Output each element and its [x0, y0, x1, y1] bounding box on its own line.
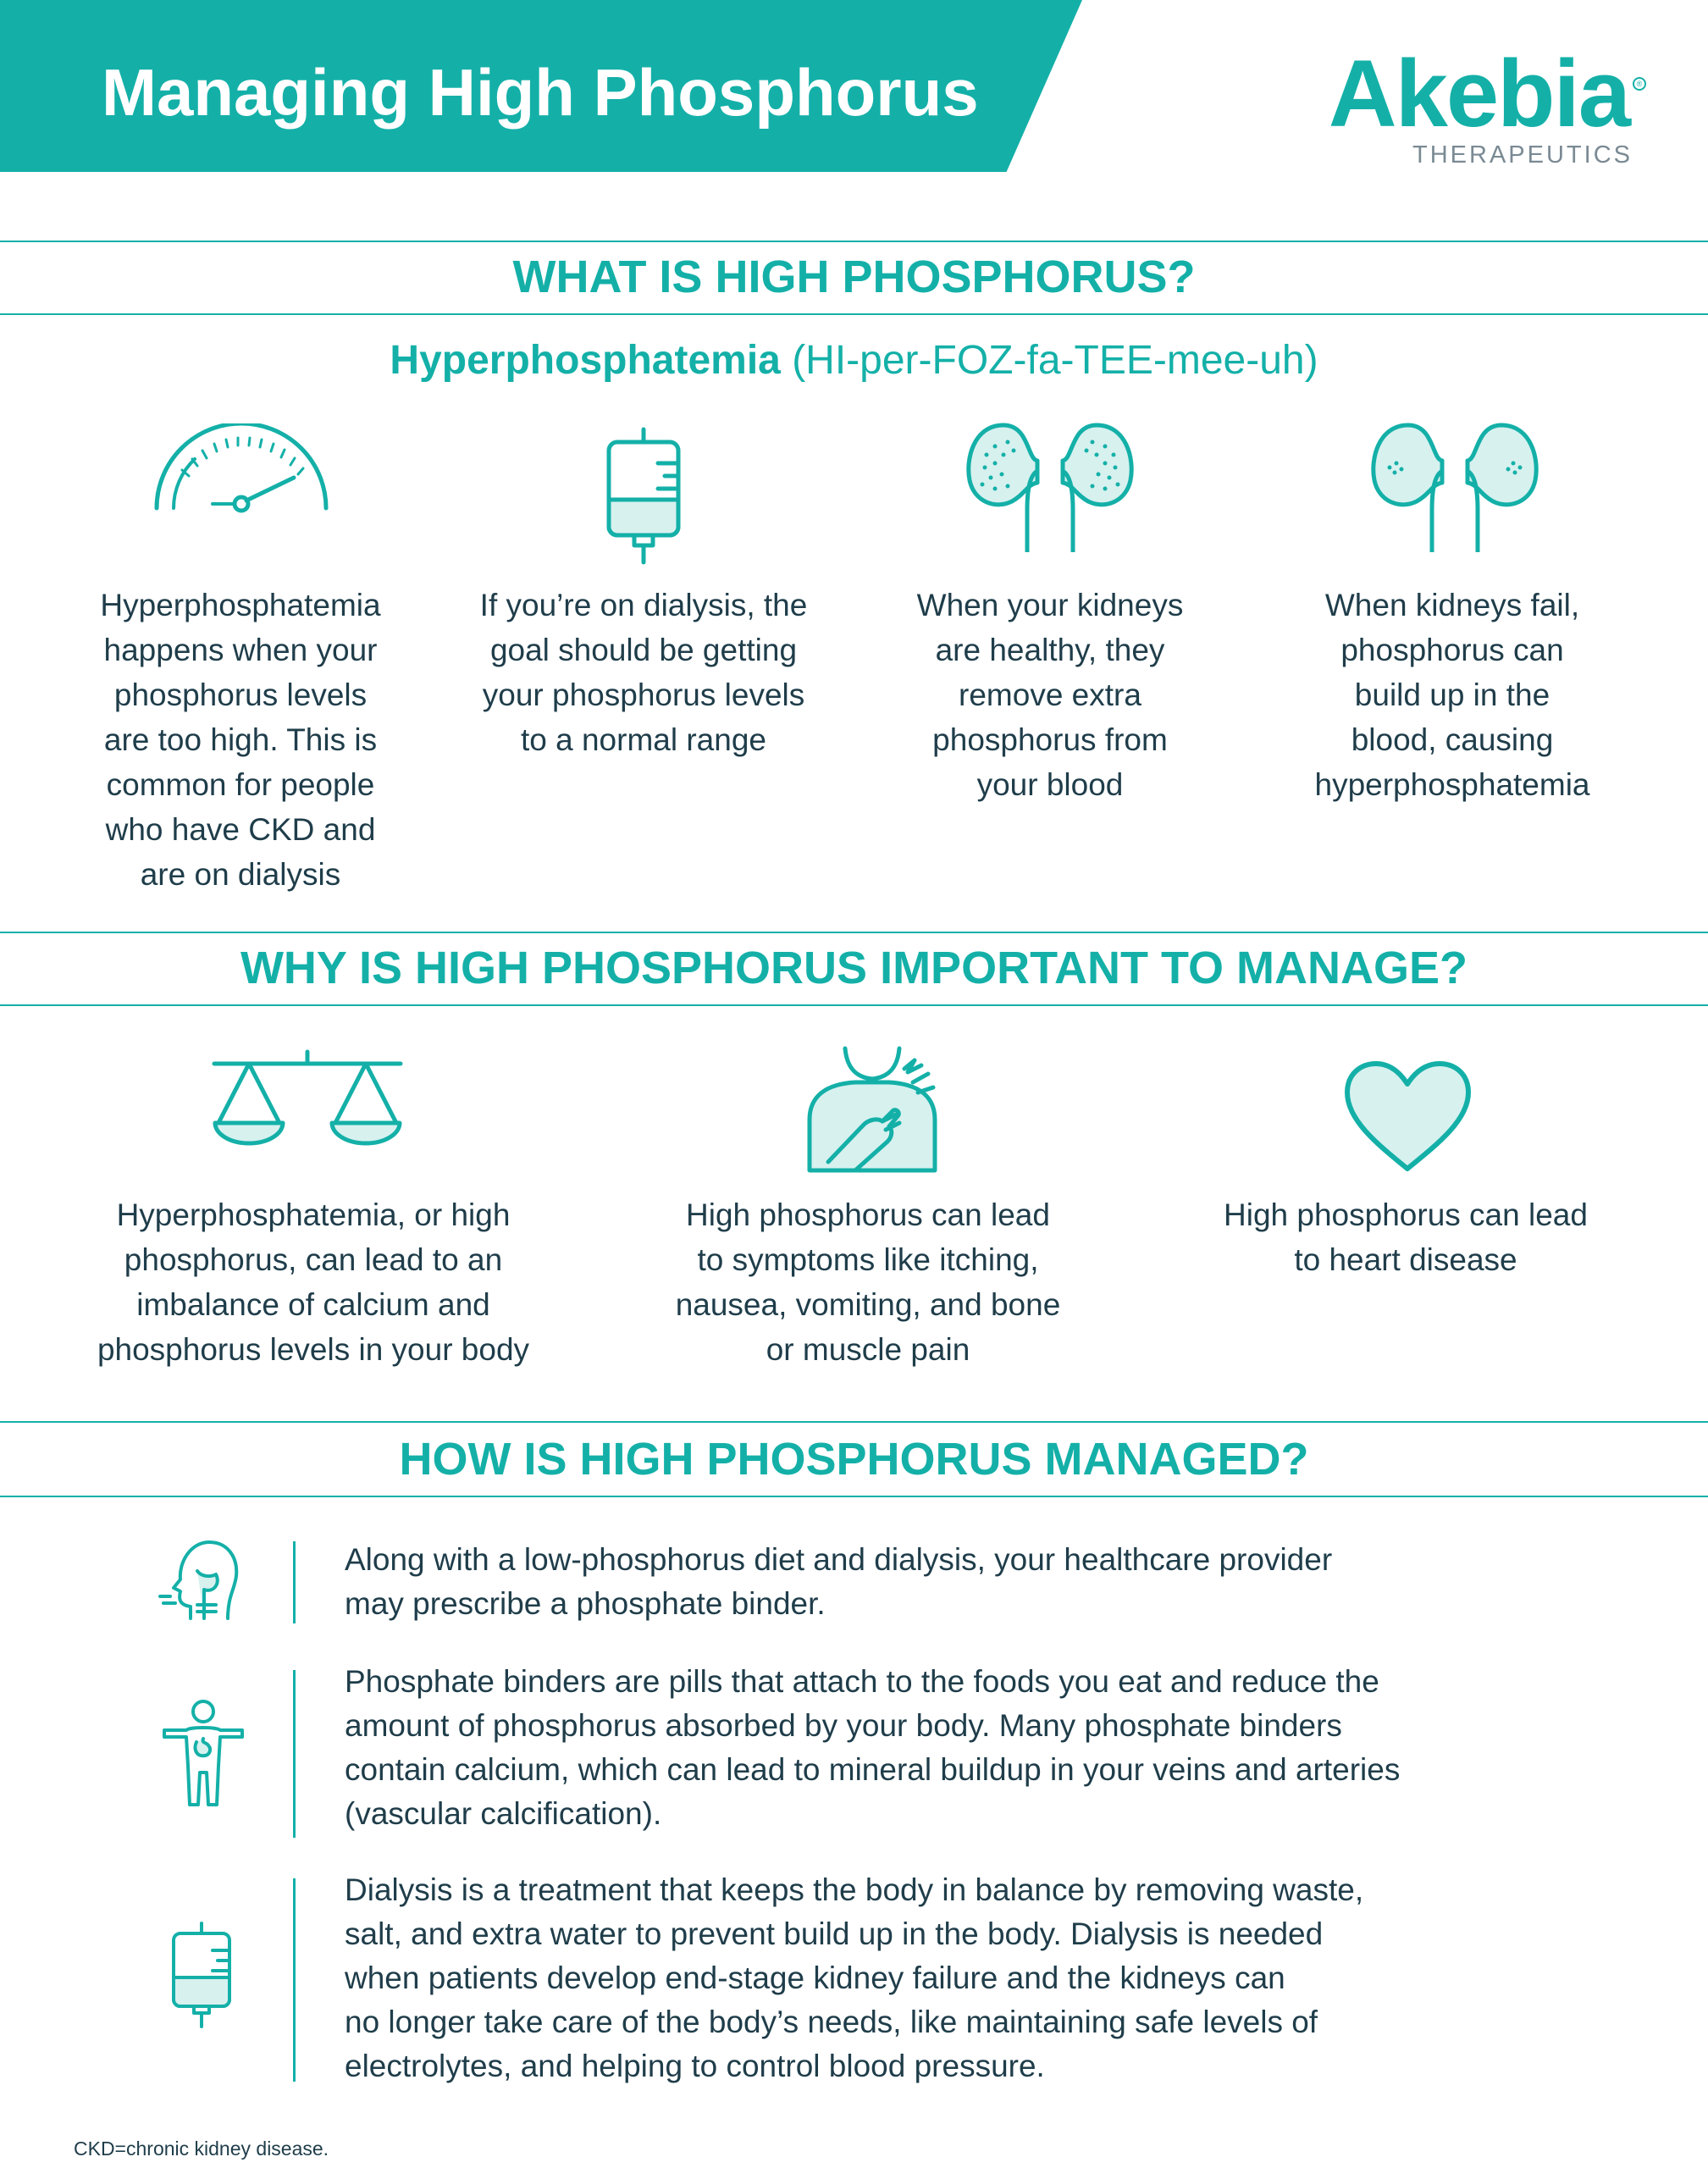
section-rule [0, 313, 1708, 315]
pain-body-icon [804, 1043, 940, 1175]
gauge-icon [148, 423, 334, 517]
why-item-2: High phosphorus can lead to symptoms like itching, nausea, vomiting, and bone or muscle pain [675, 1197, 1061, 1367]
term: Hyperphosphatemia [390, 338, 781, 383]
how-item-3: Dialysis is a treatment that keeps the body in balance by removing waste, salt, and extra water to prevent build up in the body. Dialysis is needed when patients develop end-stage kidney failure and the kidneys can no longer take care of the body’s needs, like maintaining safe levels of electrolytes, and helping to control blood pressure. [345, 1872, 1364, 2083]
dialysis-bag-icon [597, 425, 690, 567]
row-divider [293, 1670, 296, 1838]
how-item-1: Along with a low-phosphorus diet and dialysis, your healthcare provider may prescribe a phosphate binder. [345, 1542, 1333, 1621]
how-item-2: Phosphate binders are pills that attach to the foods you eat and reduce the amount of phosphorus absorbed by your body. Many phosphate binders contain calcium, which can lead to mineral buildup in your veins and arteries (vascular calcification). [345, 1664, 1401, 1831]
what-item-4: When kidneys fail, phosphorus can build up in the blood, causing hyperphosphatemia [1314, 588, 1590, 802]
logo-registered-mark: ® [1633, 77, 1646, 91]
section-rule [0, 932, 1708, 933]
heart-icon [1342, 1059, 1473, 1173]
pronunciation: (HI-per-FOZ-fa-TEE-mee-uh) [780, 338, 1318, 383]
dialysis-bag-icon [167, 1920, 236, 2030]
akebia-logo [1304, 41, 1660, 174]
section-rule [0, 1496, 1708, 1497]
failing-kidneys-icon [1366, 417, 1544, 556]
body-stomach-icon [161, 1698, 246, 1808]
section-heading-why: WHY IS HIGH PHOSPHORUS IMPORTANT TO MANAGE? [240, 943, 1468, 993]
section-rule [0, 1421, 1708, 1423]
section-rule [0, 1004, 1708, 1006]
healthy-kidneys-icon [961, 417, 1139, 556]
logo-name: Akebia [1328, 41, 1629, 147]
what-item-3: When your kidneys are healthy, they remove extra phosphorus from your blood [916, 588, 1184, 802]
what-item-2: If you’re on dialysis, the goal should be getting your phosphorus levels to a normal range [479, 588, 808, 757]
footnote: CKD=chronic kidney disease. [74, 2138, 329, 2160]
hyperphosphatemia-pronunciation [0, 337, 1708, 384]
logo-subtitle: THERAPEUTICS [1412, 141, 1633, 169]
why-item-1: Hyperphosphatemia, or high phosphorus, can lead to an imbalance of calcium and phosphorus levels in your body [97, 1197, 530, 1367]
eating-head-icon [157, 1537, 241, 1622]
page-title: Managing High Phosphorus [102, 55, 979, 130]
row-divider [293, 1878, 296, 2082]
row-divider [293, 1541, 296, 1623]
section-heading-what: WHAT IS HIGH PHOSPHORUS? [512, 252, 1196, 302]
why-item-3: High phosphorus can lead to heart disease [1224, 1197, 1588, 1277]
section-rule [0, 241, 1708, 242]
balance-scale-icon [210, 1048, 405, 1148]
section-heading-how: HOW IS HIGH PHOSPHORUS MANAGED? [399, 1434, 1309, 1485]
what-item-1: Hyperphosphatemia happens when your phosphorus levels are too high. This is common for people who have CKD and are on dialysis [100, 588, 381, 892]
